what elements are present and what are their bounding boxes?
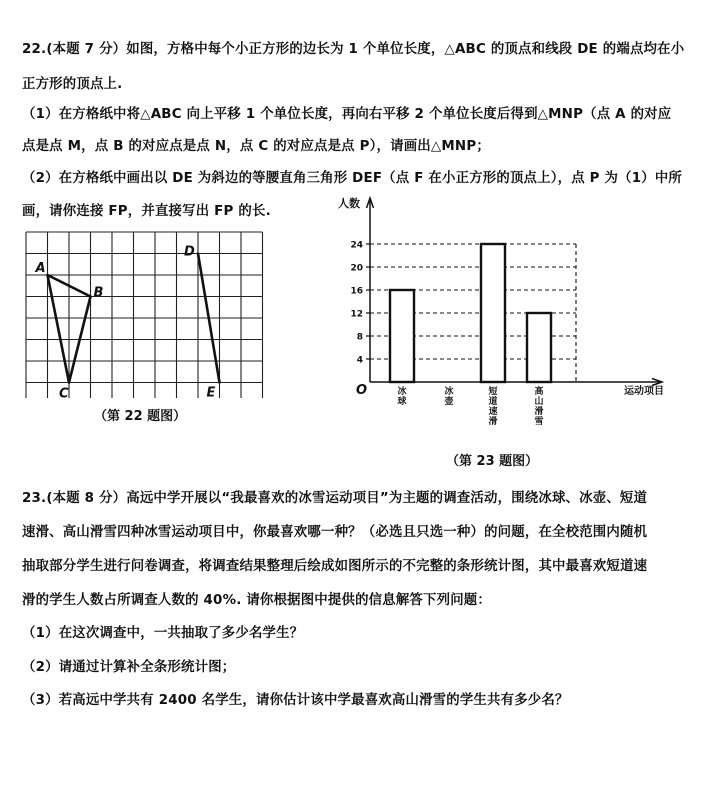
origin-label: O	[356, 383, 368, 398]
figure-22-caption: （第 22 题图）	[94, 409, 187, 424]
bar-高山滑雪	[527, 313, 551, 382]
bar-冰球	[390, 290, 414, 382]
q23-line-4: 滑的学生人数占所调查人数的 40%. 请你根据图中提供的信息解答下列问题：	[22, 593, 491, 608]
y-tick-label-16: 16	[350, 286, 363, 297]
category-label-冰壶: 冰壶	[444, 387, 454, 407]
q22-line-2: 正方形的顶点上.	[22, 77, 123, 92]
q22-line-4: 点是点 M，点 B 的对应点是点 N，点 C 的对应点是点 P），请画出△MNP；	[22, 139, 490, 154]
q22-line-6: 画，请你连接 FP，并直接写出 FP 的长.	[22, 204, 271, 219]
y-tick-label-20: 20	[350, 263, 363, 274]
y-tick-label-8: 8	[356, 332, 363, 343]
grid-figure	[22, 228, 272, 398]
point-label-B: B	[93, 285, 104, 301]
category-label-冰球: 冰球	[397, 387, 407, 407]
y-axis-label: 人数	[338, 197, 360, 210]
q22-line-5: （2）在方格纸中画出以 DE 为斜边的等腰直角三角形 DEF（点 F 在小正方形的顶点上），点 P 为（1）中所	[22, 171, 683, 186]
y-tick-label-24: 24	[350, 240, 363, 251]
q23-line-3: 抽取部分学生进行问卷调查，将调查结果整理后绘成如图所示的不完整的条形统计图，其中最喜欢短道速	[22, 559, 648, 574]
point-label-D: D	[184, 244, 195, 260]
point-label-A: A	[35, 261, 46, 276]
figure-23-caption: （第 23 题图）	[446, 454, 539, 469]
q23-line-6: （2）请通过计算补全条形统计图；	[22, 660, 236, 675]
q22-line-3: （1）在方格纸中将△ABC 向上平移 1 个单位长度，再向右平移 2 个单位长度后得到△MNP（点 A 的对应	[22, 107, 672, 122]
point-label-C: C	[59, 386, 69, 398]
x-axis-label: 运动项目	[624, 386, 664, 397]
bar-短道速滑	[481, 244, 505, 382]
q23-line-7: （3）若高远中学共有 2400 名学生，请你估计该中学最喜欢高山滑雪的学生共有多少名？	[22, 693, 569, 708]
y-tick-label-12: 12	[350, 309, 363, 320]
bar-chart	[330, 192, 670, 437]
category-label-短道速滑: 短道速滑	[488, 387, 498, 427]
y-tick-label-4: 4	[356, 355, 363, 366]
segment-CA	[48, 275, 70, 383]
q23-line-1: 23.(本题 8 分）高远中学开展以“我最喜欢的冰雪运动项目”为主题的调查活动，围绕冰球、冰壶、短道	[22, 491, 648, 506]
q23-line-5: （1）在这次调查中，一共抽取了多少名学生？	[22, 626, 304, 641]
point-label-E: E	[206, 385, 216, 398]
q22-line-1: 22.(本题 7 分）如图，方格中每个小正方形的边长为 1 个单位长度，△ABC 的顶点和线段 DE 的端点均在小	[22, 42, 685, 57]
category-label-高山滑雪: 高山滑雪	[534, 387, 544, 427]
q23-line-2: 速滑、高山滑雪四种冰雪运动项目中，你最喜欢哪一种？（必选且只选一种）的问题，在全校范围内随机	[22, 525, 648, 540]
